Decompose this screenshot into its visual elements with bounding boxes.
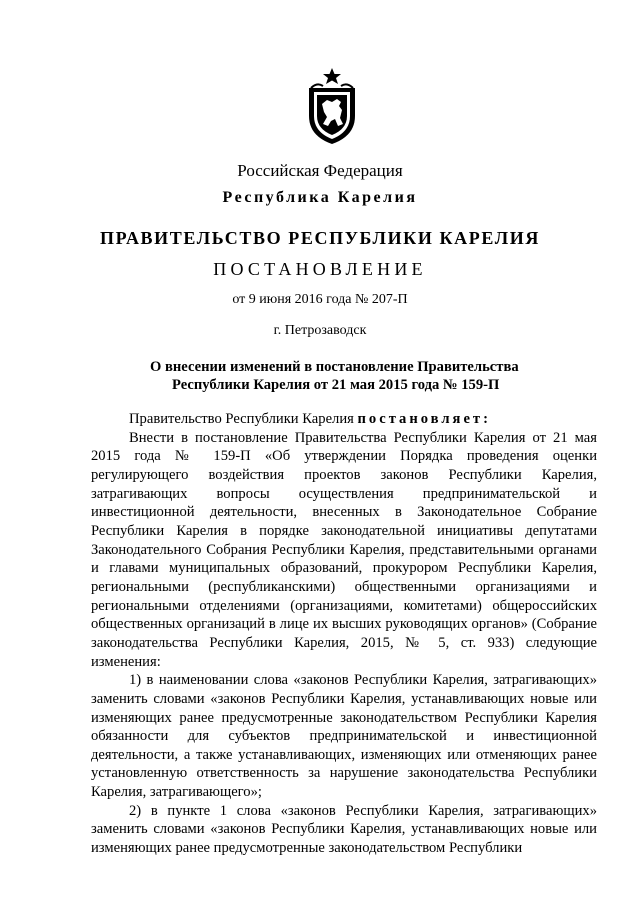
document-date-line: от 9 июня 2016 года № 207-П <box>232 292 408 307</box>
karelia-coat-of-arms-icon <box>303 66 361 146</box>
intro-verb: постановляет: <box>357 411 491 427</box>
republic-heading: Республика Карелия <box>222 189 418 206</box>
title-line-1: О внесении изменений в постановление Правительства <box>150 359 519 375</box>
intro-subject: Правительство Республики Карелия <box>129 411 354 427</box>
paragraph-item-1: 1) в наименовании слова «законов Республики Карелия, затрагивающих» заменить словами «законов Республики Карелия, устанавливающих новые или изменяющих ранее предусмотренные законодательством Республики Карелия обязанности для субъектов предпринимательской и инвестиционной деятельности, а также устанавливающих, изменяющих или отменяющих ранее установленную ответственность за нарушение законодательства Республики Карелия, затрагивающего»; <box>91 672 597 801</box>
intro-paragraph <box>91 410 597 429</box>
document-body <box>91 410 597 858</box>
paragraph-main: Внести в постановление Правительства Республики Карелия от 21 мая 2015 года № 159-П «Об утверждении Порядка проведения оценки регулирующего воздействия проектов законов Республики Карелия, затрагивающих вопросы осуществления предпринимательской и инвестиционной деятельности, внесенных в Законодательное Собрание Республики Карелия в порядке законодательной инициативы депутатами Законодательного Собрания Республики Карелия, представительными органами и главами муниципальных образований, прокурором Республики Карелия, региональными (республиканскими) общественными организациями и региональными отделениями (организациями, комитетами) общероссийских общественных организаций в лице их высших руководящих органов» (Собрание законодательства Республики Карелия, 2015, № 5, ст. 933) следующие изменения: <box>91 429 597 670</box>
federation-heading: Российская Федерация <box>237 161 403 180</box>
paragraph-item-2: 2) в пункте 1 слова «законов Республики Карелия, затрагивающих» заменить словами «законов Республики Карелия, устанавливающих новые или изменяющих ранее предусмотренные законодательством Республики <box>91 802 597 857</box>
document-type: ПОСТАНОВЛЕНИЕ <box>213 259 427 279</box>
title-line-2: Республики Карелия от 21 мая 2015 года № 159-П <box>172 377 500 393</box>
document-city: г. Петрозаводск <box>273 323 367 338</box>
government-heading: ПРАВИТЕЛЬСТВО РЕСПУБЛИКИ КАРЕЛИЯ <box>100 228 540 248</box>
document-title <box>150 358 570 394</box>
